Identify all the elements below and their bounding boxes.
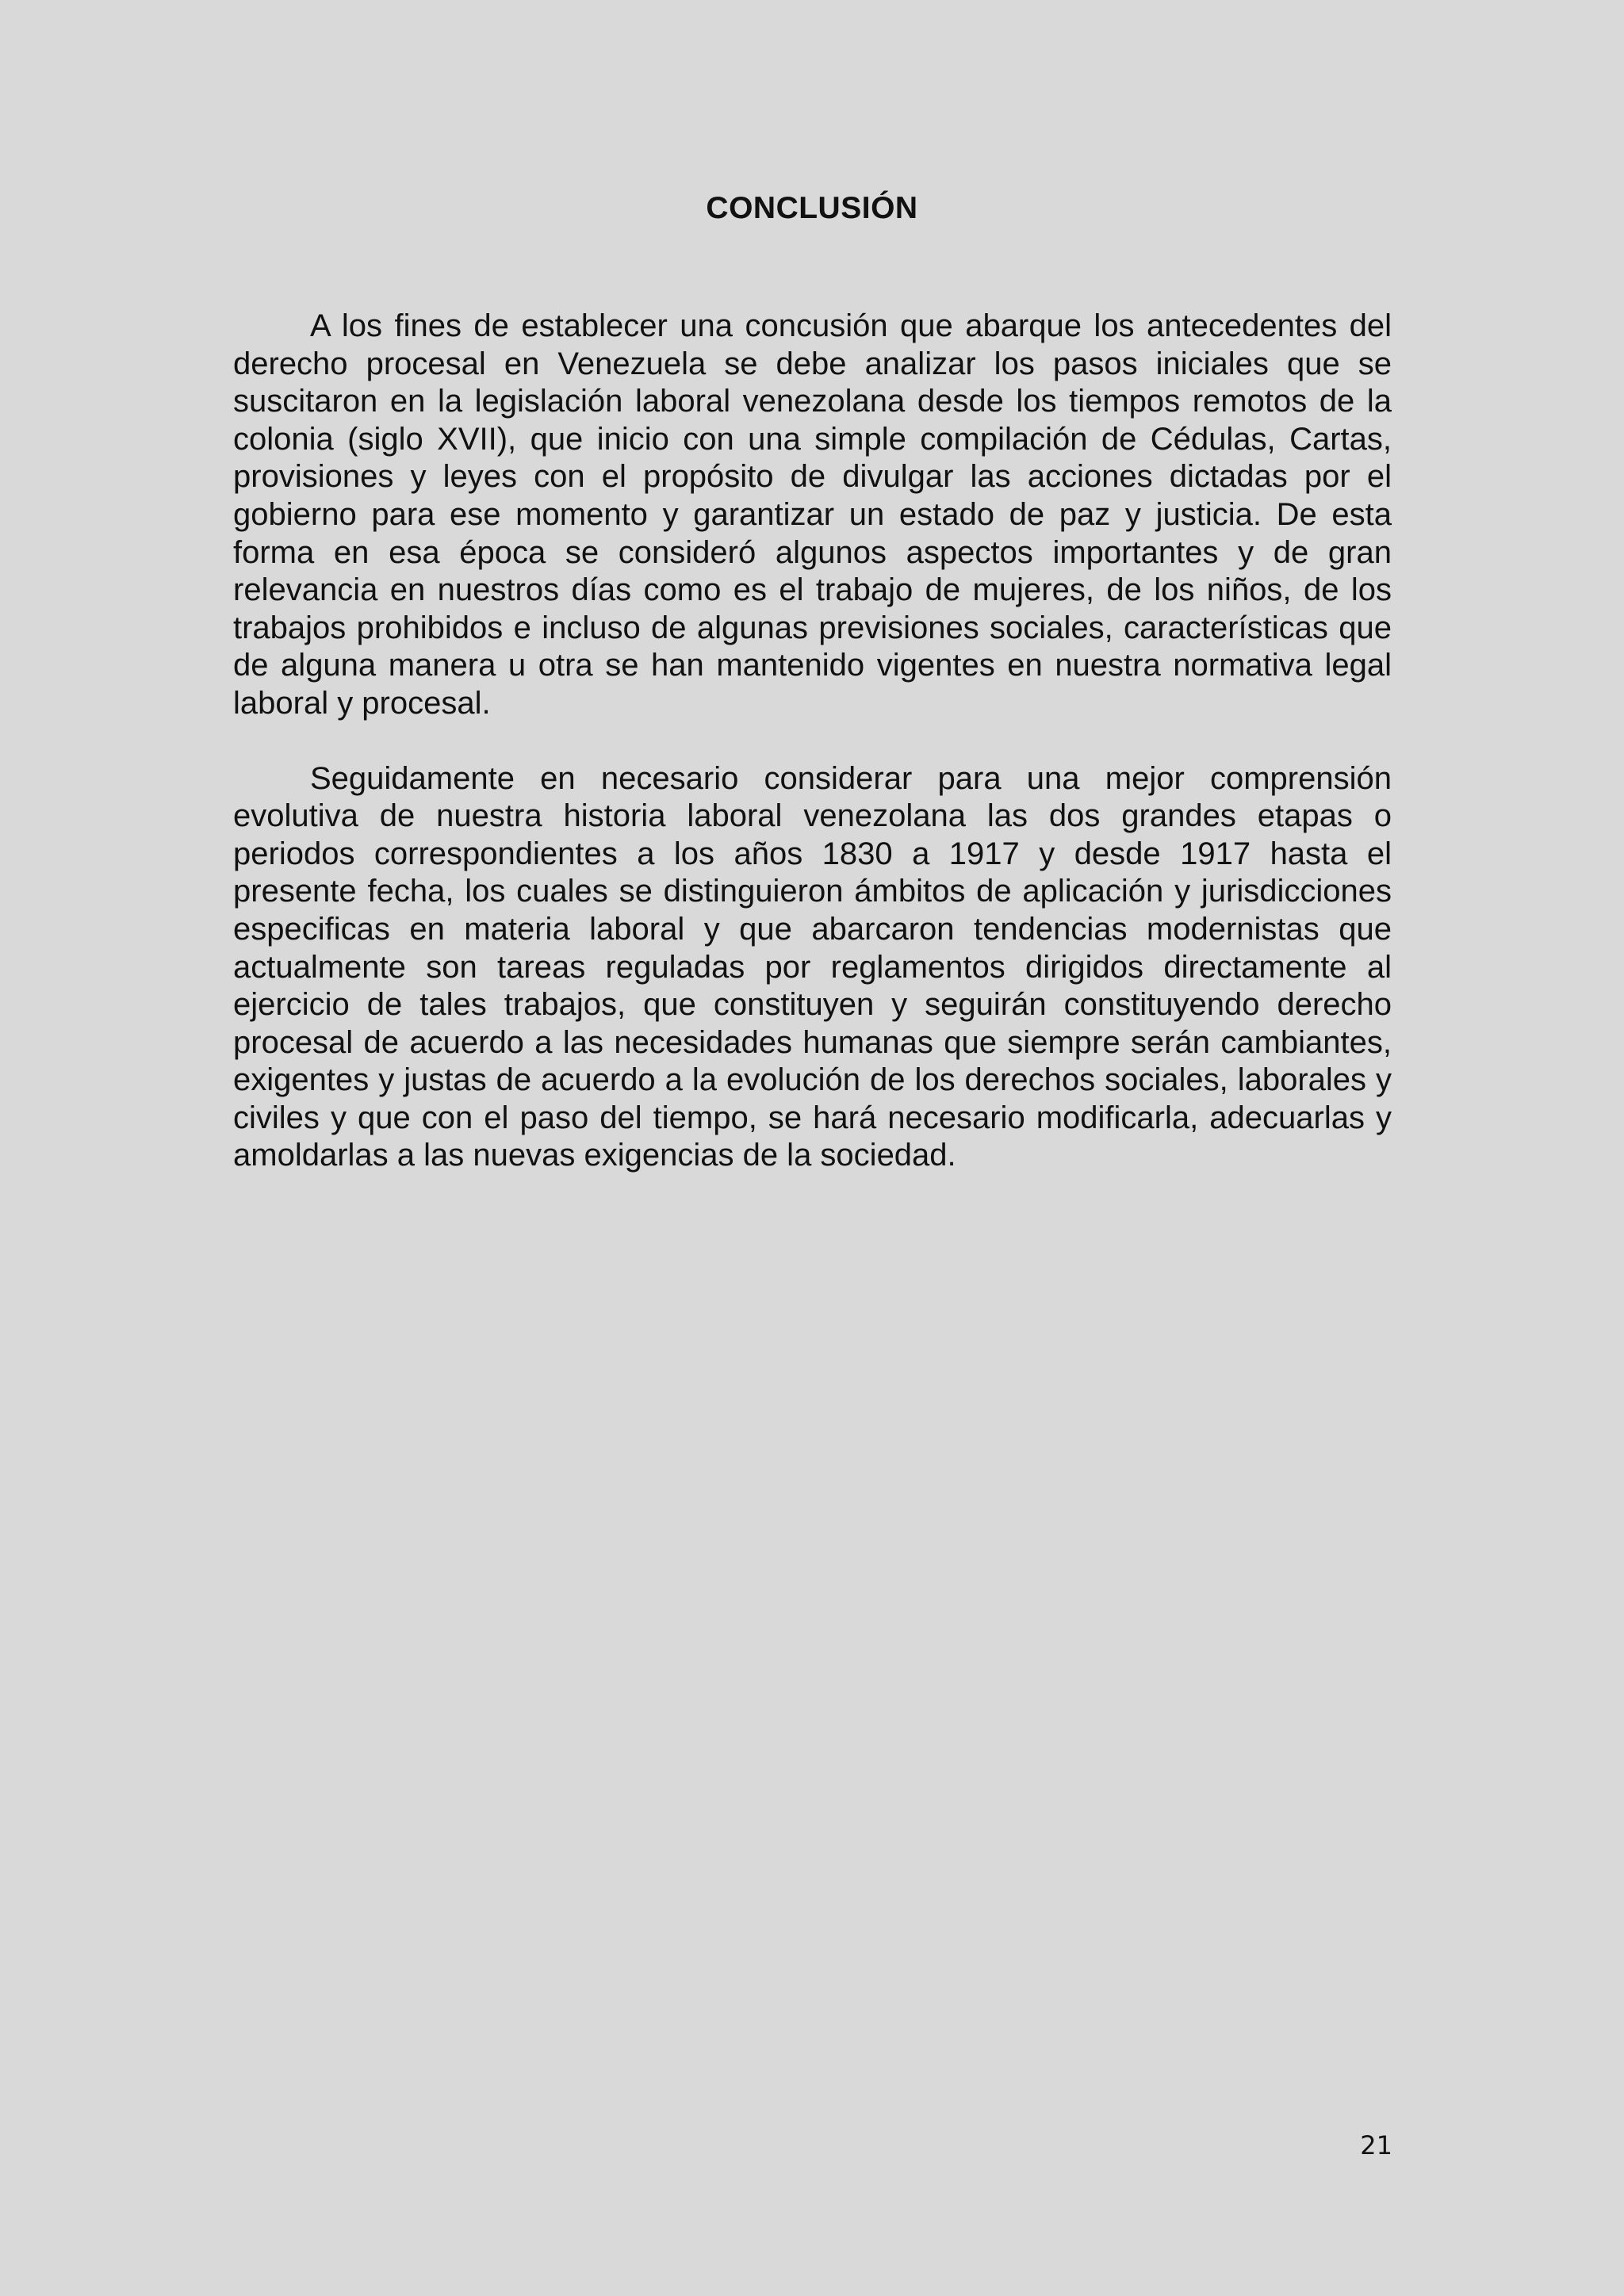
document-body [233, 308, 1392, 1212]
paragraph-2: Seguidamente en necesario considerar para una mejor comprensión evolutiva de nuestra historia laboral venezolana las dos grandes etapas o periodos correspondientes a los años 1830 a 1917 y desde 1917 hasta el presente fecha, los cuales se distinguieron ámbitos de aplicación y jurisdicciones especificas en materia laboral y que abarcaron tendencias modernistas que actualmente son tareas reguladas por reglamentos dirigidos directamente al ejercicio de tales trabajos, que constituyen y seguirán constituyendo derecho procesal de acuerdo a las necesidades humanas que siempre serán cambiantes, exigentes y justas de acuerdo a la evolución de los derechos sociales, laborales y civiles y que con el paso del tiempo, se hará necesario modificarla, adecuarlas y amoldarlas a las nuevas exigencias de la sociedad. [233, 760, 1392, 1173]
page-title: CONCLUSIÓN [706, 191, 918, 225]
page-number: 21 [1360, 2130, 1392, 2160]
paragraph-1: A los fines de establecer una concusión que abarque los antecedentes del derecho procesal en Venezuela se debe analizar los pasos iniciales que se suscitaron en la legislación laboral venezolana desde los tiempos remotos de la colonia (siglo XVII), que inicio con una simple compilación de Cédulas, Cartas, provisiones y leyes con el propósito de divulgar las acciones dictadas por el gobierno para ese momento y garantizar un estado de paz y justicia. De esta forma en esa época se consideró algunos aspectos importantes y de gran relevancia en nuestros días como es el trabajo de mujeres, de los niños, de los trabajos prohibidos e incluso de algunas previsiones sociales, características que de alguna manera u otra se han mantenido vigentes en nuestra normativa legal laboral y procesal. [233, 308, 1392, 721]
